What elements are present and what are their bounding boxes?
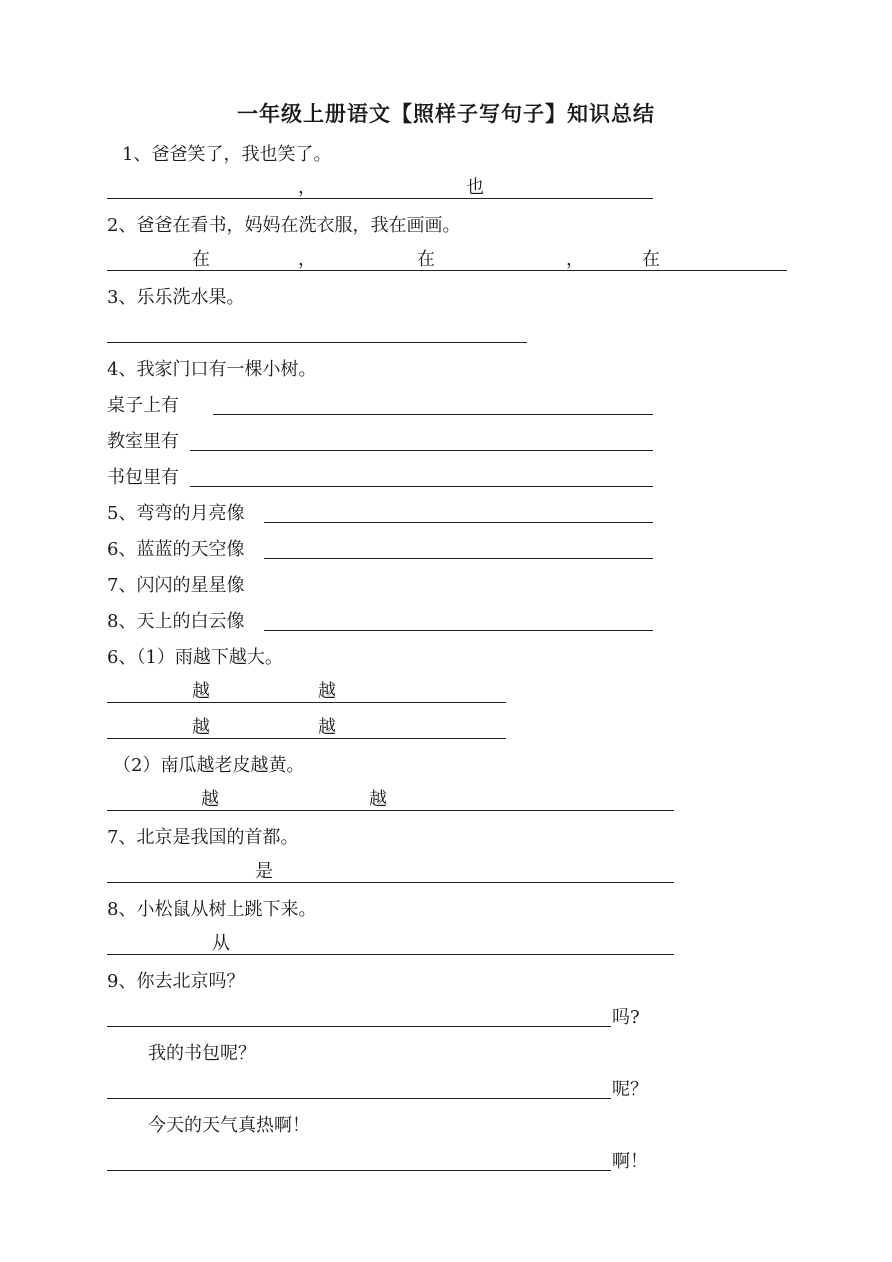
question-7a-prompt: 7、闪闪的星星像 <box>107 575 245 596</box>
question-5-blank[interactable] <box>264 522 653 523</box>
answer-line-1-word-2: 也 <box>466 177 484 198</box>
question-8b-prompt: 8、小松鼠从树上跳下来。 <box>107 899 317 920</box>
q9-line-2[interactable] <box>107 1098 611 1099</box>
q6b-line-2-word-2: 越 <box>318 717 336 738</box>
q4-line-1-label: 桌子上有 <box>107 395 179 416</box>
question-6a-blank[interactable] <box>264 558 653 559</box>
question-9-prompt: 9、你去北京吗？ <box>107 971 245 992</box>
q7b-line-word: 是 <box>255 861 273 882</box>
q6b-line-1-word-1: 越 <box>192 681 210 702</box>
q8b-line-word: 从 <box>212 933 230 954</box>
q9-line-3[interactable] <box>107 1170 611 1171</box>
q6b-line-1[interactable] <box>107 702 506 703</box>
q4-line-2-blank[interactable] <box>190 450 653 451</box>
answer-line-2-word-1: 在 <box>192 249 210 270</box>
q9-line-1-end: 吗? <box>612 1007 640 1028</box>
answer-line-2-word-3: 在 <box>417 249 435 270</box>
question-3-prompt: 3、乐乐洗水果。 <box>107 287 245 308</box>
q8b-line[interactable] <box>107 954 674 955</box>
question-8a-blank[interactable] <box>264 630 653 631</box>
q9-line-3-end: 啊！ <box>612 1151 648 1172</box>
q9-line-2-end: 呢？ <box>612 1079 648 1100</box>
question-4-prompt: 4、我家门口有一棵小树。 <box>107 359 317 380</box>
q7b-line[interactable] <box>107 882 674 883</box>
page-title: 一年级上册语文【照样子写句子】知识总结 <box>237 102 655 126</box>
answer-line-3[interactable] <box>107 342 527 343</box>
q4-line-3-blank[interactable] <box>190 486 653 487</box>
q6b-line-3[interactable] <box>107 810 674 811</box>
q4-line-3-label: 书包里有 <box>107 467 179 488</box>
question-5-prompt: 5、弯弯的月亮像 <box>107 503 245 524</box>
question-6a-prompt: 6、蓝蓝的天空像 <box>107 539 245 560</box>
question-2-prompt: 2、爸爸在看书，妈妈在洗衣服，我在画画。 <box>107 215 461 236</box>
q6b-line-1-word-2: 越 <box>318 681 336 702</box>
question-1-prompt: 1、爸爸笑了，我也笑了。 <box>122 144 332 165</box>
question-7b-prompt: 7、北京是我国的首都。 <box>107 827 299 848</box>
question-6b-prompt: 6、（1）雨越下越大。 <box>107 647 283 668</box>
answer-line-1-word-1: ， <box>298 177 316 198</box>
answer-line-2-word-4: ， <box>566 249 584 270</box>
q6b-line-3-word-1: 越 <box>201 789 219 810</box>
answer-line-1[interactable] <box>107 198 653 199</box>
q6b-line-2-word-1: 越 <box>192 717 210 738</box>
q4-line-1-blank[interactable] <box>213 414 653 415</box>
q4-line-2-label: 教室里有 <box>107 431 179 452</box>
answer-line-2-word-5: 在 <box>642 249 660 270</box>
q6b-line-3-word-2: 越 <box>369 789 387 810</box>
question-9-prompt-3: 今天的天气真热啊！ <box>148 1115 310 1136</box>
question-6b-sub2-prompt: （2）南瓜越老皮越黄。 <box>113 755 305 776</box>
q6b-line-2[interactable] <box>107 738 506 739</box>
question-9-prompt-2: 我的书包呢？ <box>148 1043 256 1064</box>
question-8a-prompt: 8、天上的白云像 <box>107 611 245 632</box>
answer-line-2-word-2: ， <box>298 249 316 270</box>
q9-line-1[interactable] <box>107 1026 611 1027</box>
